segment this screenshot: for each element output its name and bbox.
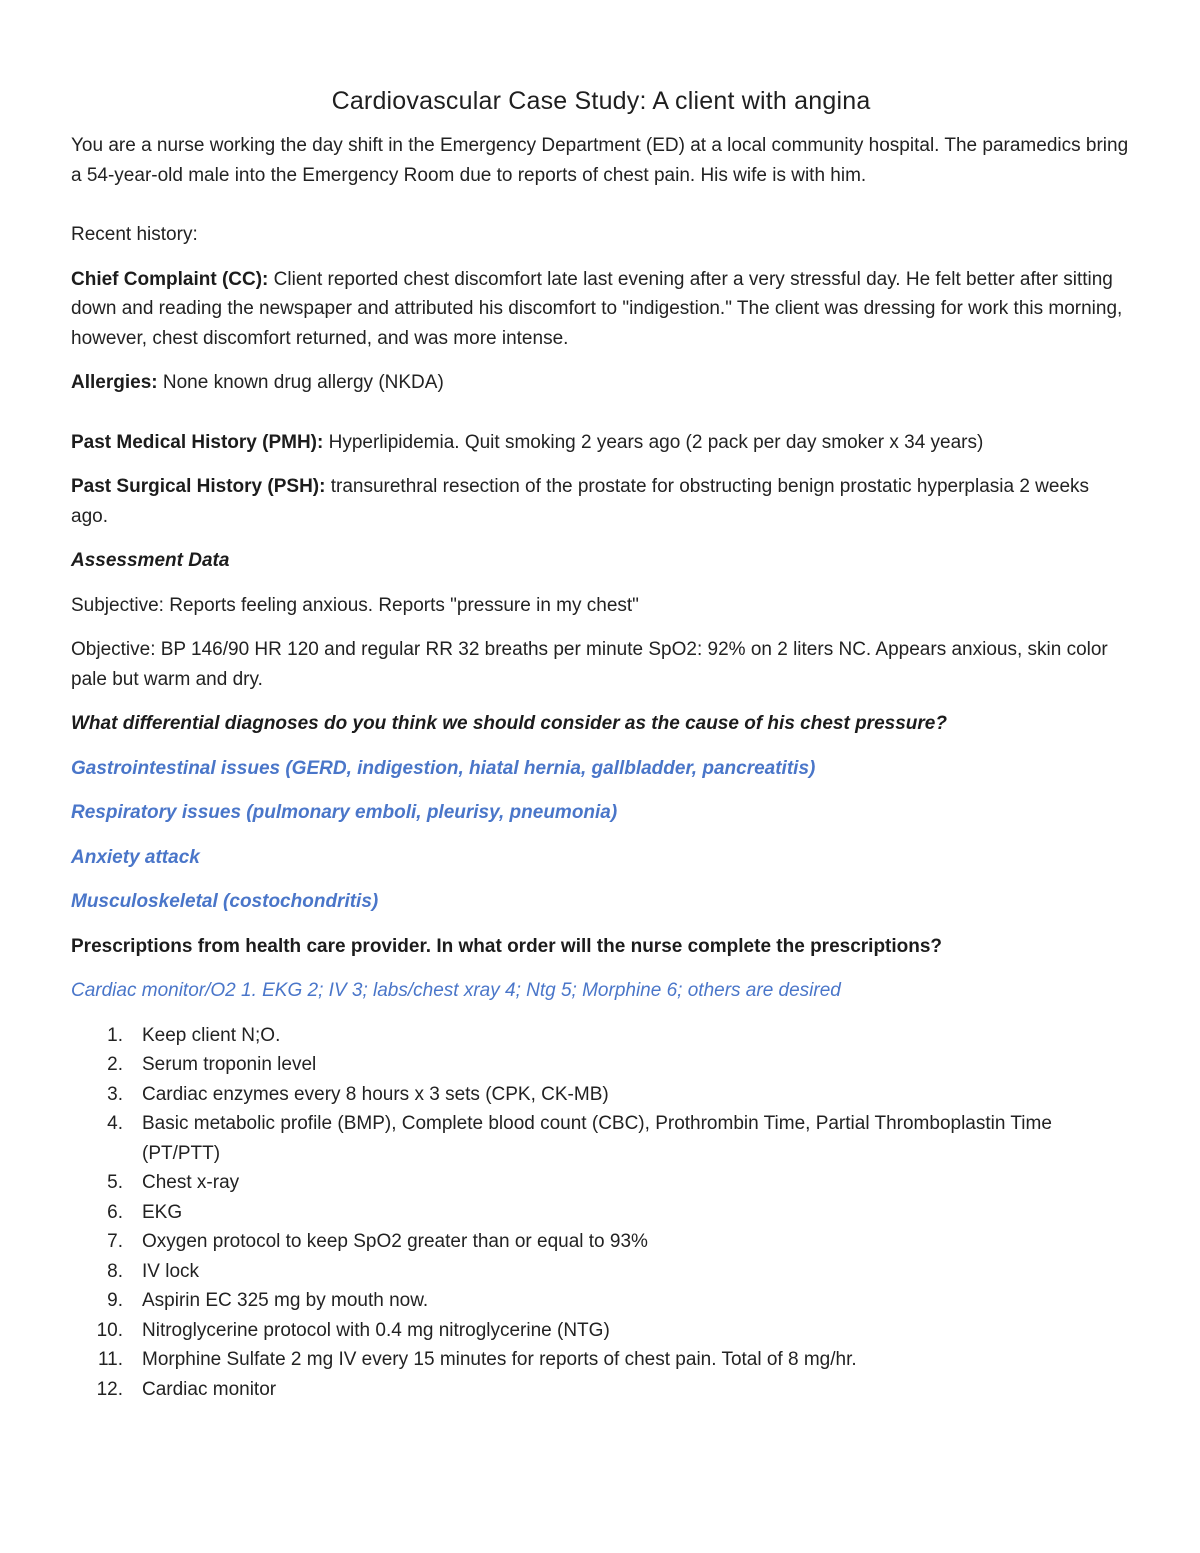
differential-question: What differential diagnoses do you think we should consider as the cause of his chest pressure?	[71, 713, 947, 734]
list-item-text: Oxygen protocol to keep SpO2 greater than or equal to 93%	[142, 1231, 648, 1252]
intro-paragraph: You are a nurse working the day shift in the Emergency Department (ED) at a local community hospital. The paramedics bring a 54-year-old male into the Emergency Room due to reports of chest pain. His wife is with him.	[71, 135, 1129, 186]
assessment-heading: Assessment Data	[71, 550, 230, 571]
pmh-text: Hyperlipidemia. Quit smoking 2 years ago (2 pack per day smoker x 34 years)	[323, 431, 984, 453]
list-item-text: Cardiac monitor	[142, 1378, 277, 1400]
psh-paragraph	[71, 472, 1131, 531]
list-item	[71, 1021, 1131, 1051]
list-item-number: 2.	[107, 1054, 123, 1075]
chief-complaint-label: Chief Complaint (CC):	[71, 268, 269, 290]
list-item-number: 9.	[107, 1290, 123, 1311]
list-item-text: Basic metabolic profile (BMP), Complete blood count (CBC), Prothrombin Time, Partial Thromboplastin Time (PT/PTT)	[142, 1113, 1052, 1164]
page-title: Cardiovascular Case Study: A client with angina	[331, 87, 871, 115]
prescriptions-list	[71, 1021, 1131, 1405]
list-item-text: Cardiac enzymes every 8 hours x 3 sets (CPK, CK-MB)	[142, 1083, 609, 1105]
list-item-text: Morphine Sulfate 2 mg IV every 15 minutes for reports of chest pain. Total of 8 mg/hr.	[142, 1349, 857, 1370]
list-item	[71, 1257, 1131, 1287]
pmh-label: Past Medical History (PMH):	[71, 431, 324, 453]
psh-text: transurethral resection of the prostate for obstructing benign prostatic hyperplasia 2 weeks ago.	[71, 476, 1090, 527]
list-item	[71, 1109, 1131, 1168]
list-item	[71, 1345, 1131, 1375]
list-item	[71, 1316, 1131, 1346]
chief-complaint-paragraph	[71, 265, 1131, 354]
list-item-number: 8.	[107, 1260, 123, 1282]
recent-history-label: Recent history:	[71, 224, 198, 245]
list-item-number: 10.	[96, 1319, 123, 1341]
list-item-text: Aspirin EC 325 mg by mouth now.	[142, 1290, 429, 1311]
list-item-text: Keep client N;O.	[142, 1024, 281, 1046]
list-item-number: 12.	[96, 1378, 123, 1400]
subjective-paragraph: Subjective: Reports feeling anxious. Reports "pressure in my chest"	[71, 594, 639, 616]
list-item	[71, 1168, 1131, 1198]
differential-answer: Gastrointestinal issues (GERD, indigestion, hiatal hernia, gallbladder, pancreatitis)	[71, 757, 816, 779]
differential-answer: Musculoskeletal (costochondritis)	[71, 891, 379, 912]
allergies-text: None known drug allergy (NKDA)	[157, 372, 444, 393]
differential-answer: Anxiety attack	[71, 846, 200, 868]
allergies-label: Allergies:	[71, 372, 158, 393]
list-item	[71, 1050, 1131, 1080]
prescriptions-answer: Cardiac monitor/O2 1. EKG 2; IV 3; labs/chest xray 4; Ntg 5; Morphine 6; others are desired	[71, 980, 841, 1001]
list-item	[71, 1375, 1131, 1405]
list-item-text: Chest x-ray	[142, 1172, 240, 1193]
list-item-number: 7.	[107, 1231, 123, 1252]
allergies-paragraph	[71, 368, 1131, 398]
prescriptions-question: Prescriptions from health care provider. In what order will the nurse complete the prescriptions?	[71, 935, 943, 957]
list-item-text: IV lock	[142, 1260, 200, 1282]
list-item-number: 3.	[107, 1083, 123, 1105]
list-item-number: 1.	[107, 1024, 123, 1046]
chief-complaint-text: Client reported chest discomfort late last evening after a very stressful day. He felt better after sitting down and reading the newspaper and attributed his discomfort to "indigestion." The client was dressing for work this morning, however, chest discomfort returned, and was more intense.	[71, 268, 1123, 349]
objective-paragraph: Objective: BP 146/90 HR 120 and regular RR 32 breaths per minute SpO2: 92% on 2 liters NC. Appears anxious, skin color pale but warm and dry.	[71, 639, 1108, 690]
list-item	[71, 1286, 1131, 1316]
list-item	[71, 1198, 1131, 1228]
list-item	[71, 1227, 1131, 1257]
list-item-number: 4.	[107, 1113, 123, 1134]
list-item	[71, 1080, 1131, 1110]
list-item-text: EKG	[142, 1201, 183, 1223]
document-body	[71, 84, 1131, 1404]
differential-answer: Respiratory issues (pulmonary emboli, pleurisy, pneumonia)	[71, 802, 618, 823]
pmh-paragraph	[71, 428, 1131, 458]
list-item-number: 6.	[107, 1201, 123, 1223]
list-item-number: 5.	[107, 1172, 123, 1193]
psh-label: Past Surgical History (PSH):	[71, 476, 326, 497]
list-item-number: 11.	[97, 1349, 123, 1370]
list-item-text: Serum troponin level	[142, 1054, 317, 1075]
list-item-text: Nitroglycerine protocol with 0.4 mg nitroglycerine (NTG)	[142, 1319, 610, 1341]
